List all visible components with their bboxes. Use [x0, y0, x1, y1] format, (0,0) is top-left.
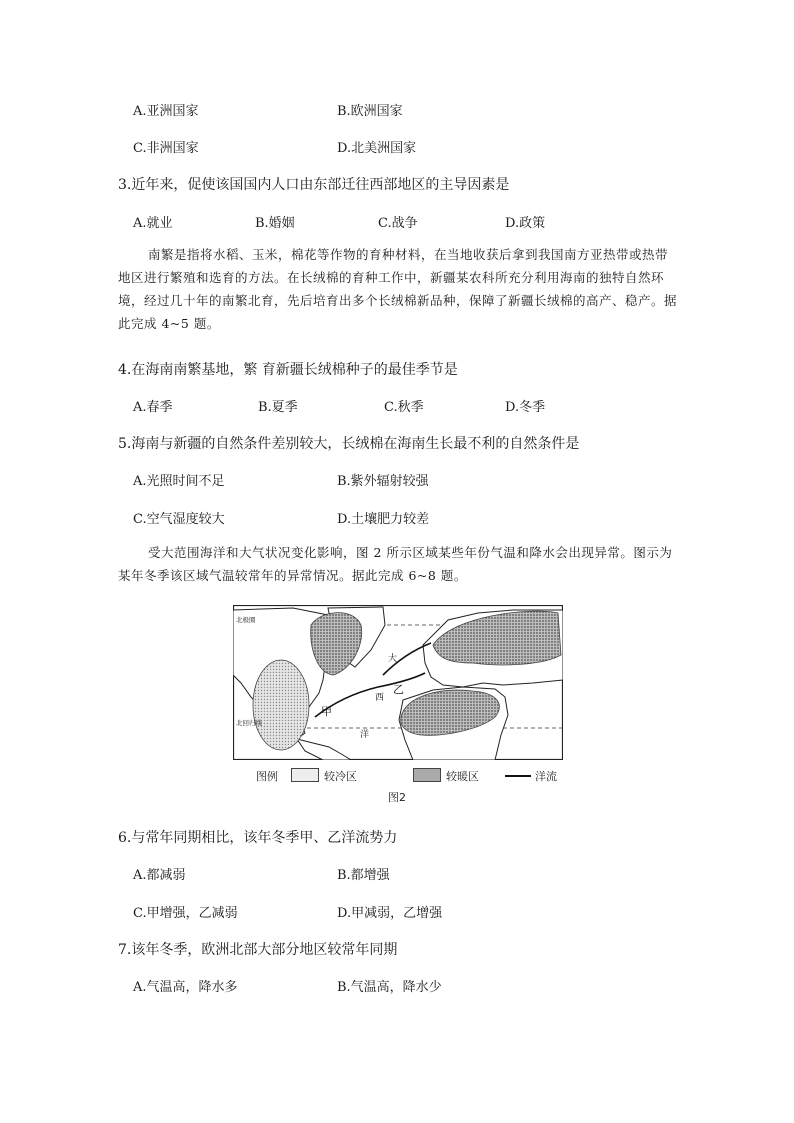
label-current-jia: 甲	[321, 705, 332, 718]
q3-option-c: C.战争	[378, 216, 418, 231]
q3-stem: 3.近年来，促使该国国内人口由东部迁往西部地区的主导因素是	[118, 177, 510, 193]
q4-option-b: B.夏季	[258, 400, 298, 415]
q4-option-a: A.春季	[133, 400, 173, 415]
q5-option-a: A.光照时间不足	[133, 474, 225, 489]
q5-option-b: B.紫外辐射较强	[337, 474, 429, 489]
q5-stem: 5.海南与新疆的自然条件差别较大，长绒棉在海南生长最不利的自然条件是	[118, 436, 580, 452]
q2-option-b: B.欧洲国家	[337, 104, 403, 119]
label-ocean-xi: 西	[375, 693, 385, 703]
q5-option-d: D.土壤肥力较差	[337, 512, 430, 527]
passage-nanfan: 南繁是指将水稻、玉米，棉花等作物的育种材料，在当地收获后拿到我国南方亚热带或热带地区进行繁殖和选育的方法。在长绒棉的育种工作中，新疆某农科所充分利用海南的独特自然环境，经过几十年的南繁北育，先后培育出多个长绒棉新品种，保障了新疆长绒棉的高产、稳产。据此完成 4~5 题。	[118, 247, 678, 331]
legend-current-line	[505, 775, 531, 777]
q7-option-a: A.气温高，降水多	[133, 980, 238, 995]
q6-stem: 6.与常年同期相比，该年冬季甲、乙洋流势力	[118, 830, 398, 846]
q7-option-b: B.气温高，降水少	[337, 980, 442, 995]
q4-option-c: C.秋季	[384, 400, 424, 415]
legend-current-label: 洋流	[535, 770, 557, 783]
legend-warm-label: 较暖区	[446, 770, 479, 783]
cold-area-north-america	[253, 660, 309, 750]
legend-cold-label: 较冷区	[324, 770, 357, 783]
q6-option-b: B.都增强	[337, 868, 390, 883]
label-ocean-da: 大	[388, 654, 398, 664]
map-svg	[233, 605, 563, 760]
legend-cold-swatch	[291, 768, 319, 782]
q2-option-a: A.亚洲国家	[133, 104, 199, 119]
q6-option-c: C.甲增强，乙减弱	[133, 906, 238, 921]
q2-option-c: C.非洲国家	[133, 141, 199, 156]
q3-option-d: D.政策	[505, 216, 546, 231]
q6-option-d: D.甲减弱，乙增强	[337, 906, 443, 921]
q6-option-a: A.都减弱	[133, 868, 186, 883]
figure-caption: 图2	[388, 791, 406, 804]
legend-warm-swatch	[413, 768, 441, 782]
q4-stem: 4.在海南南繁基地，繁 育新疆长绒棉种子的最佳季节是	[118, 362, 458, 378]
passage-figure2: 受大范围海洋和大气状况变化影响，图 2 所示区域某些年份气温和降水会出现异常。图示为某年冬季该区域气温较常年的异常情况。据此完成 6~8 题。	[118, 545, 673, 583]
q2-option-d: D.北美洲国家	[337, 141, 417, 156]
label-tropic-of-cancer: 北回归线	[236, 719, 262, 727]
label-current-yi: 乙	[393, 683, 404, 696]
label-arctic-circle: 北极圈	[236, 616, 256, 624]
label-ocean-yang: 洋	[360, 730, 370, 740]
legend-title: 图例	[256, 770, 278, 783]
q5-option-c: C.空气湿度较大	[133, 512, 225, 527]
figure-2-map	[233, 605, 563, 760]
q7-stem: 7.该年冬季，欧洲北部大部分地区较常年同期	[118, 942, 398, 958]
q3-option-a: A.就业	[133, 216, 173, 231]
q4-option-d: D.冬季	[505, 400, 546, 415]
q3-option-b: B.婚姻	[255, 216, 295, 231]
